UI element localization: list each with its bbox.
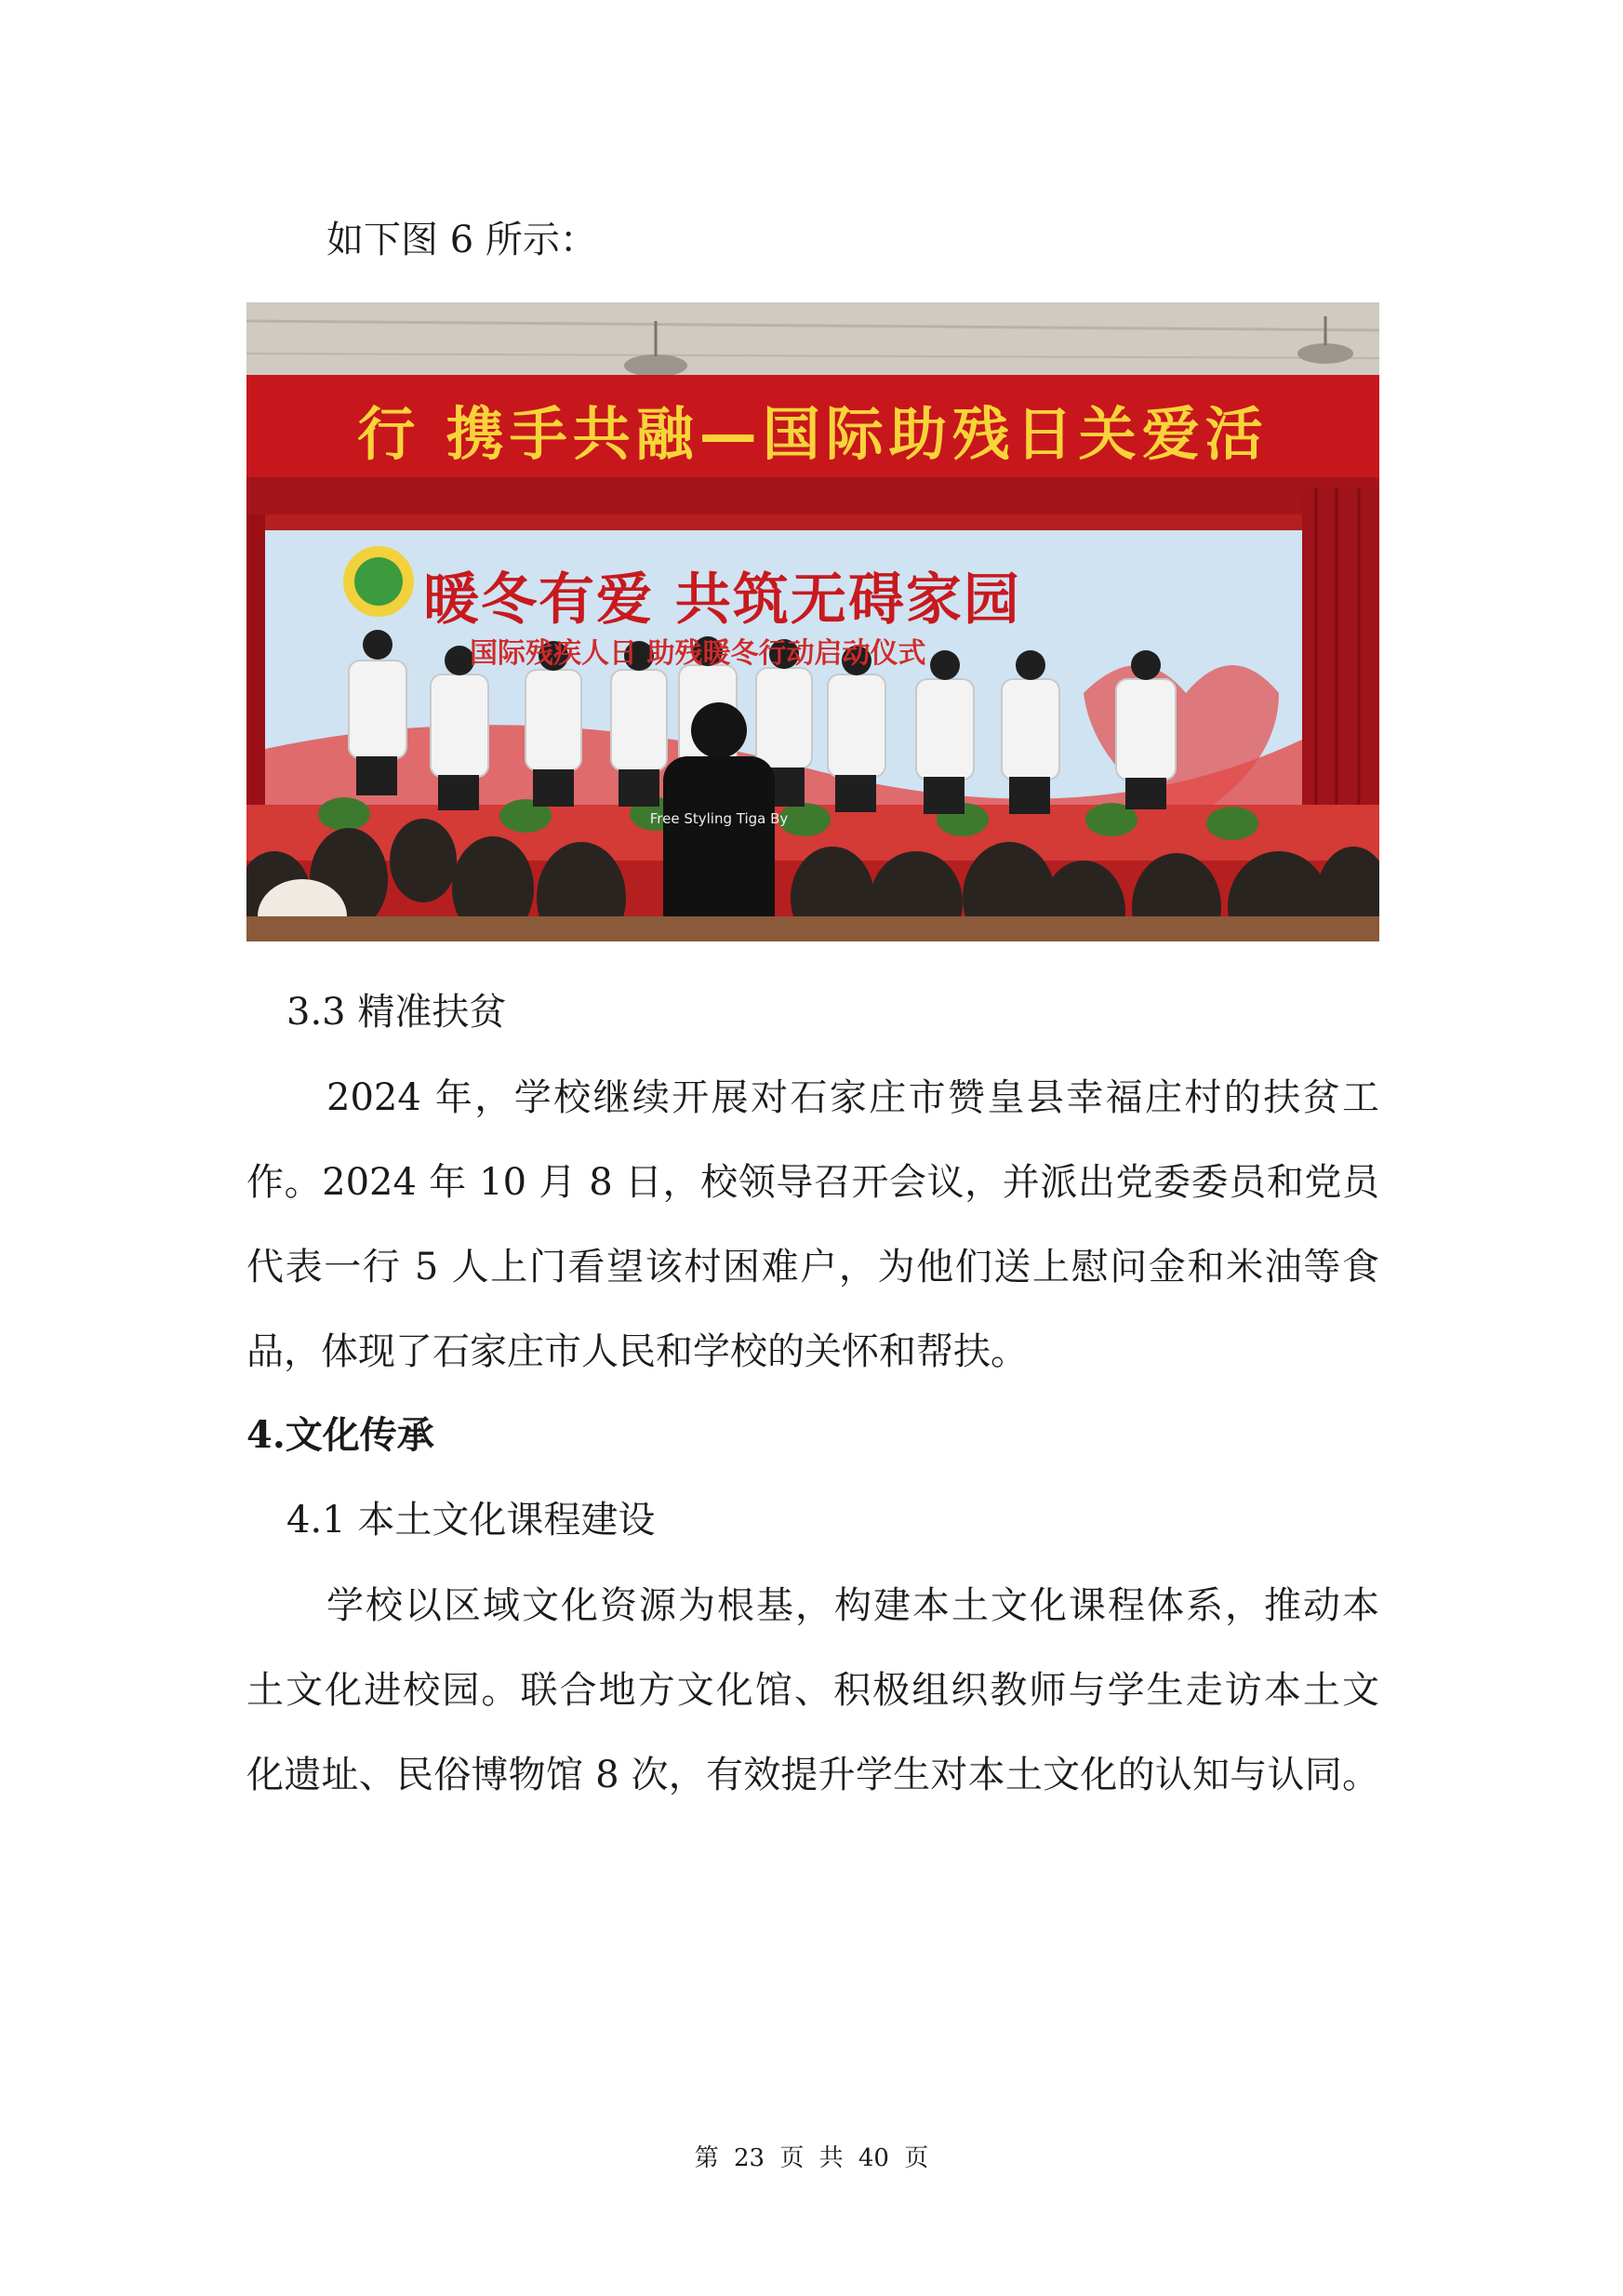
paragraph-line: 品，体现了石家庄市人民和学校的关怀和帮扶。 bbox=[246, 1330, 1028, 1373]
paragraph-line: 代表一行 5 人上门看望该村困难户，为他们送上慰问金和米油等食 bbox=[246, 1246, 1379, 1288]
paragraph-line: 化遗址、民俗博物馆 8 次，有效提升学生对本土文化的认知与认同。 bbox=[246, 1754, 1379, 1796]
paragraph-line: 2024 年，学校继续开展对石家庄市赞皇县幸福庄村的扶贫工 bbox=[326, 1076, 1379, 1119]
paragraph-line: 学校以区域文化资源为根基，构建本土文化课程体系，推动本 bbox=[326, 1584, 1379, 1627]
shirt-text: Free Styling Tiga By bbox=[649, 810, 789, 827]
section-3-3-heading: 3.3 精准扶贫 bbox=[286, 991, 507, 1034]
paragraph-line: 作。2024 年 10 月 8 日，校领导召开会议，并派出党委委员和党员 bbox=[246, 1161, 1379, 1204]
section-4-heading: 4.文化传承 bbox=[246, 1413, 434, 1457]
photo-backdrop-title: 暖冬有爱 共筑无碍家园 bbox=[423, 567, 1021, 633]
section-4-1-heading: 4.1 本土文化课程建设 bbox=[286, 1499, 656, 1542]
intro-text: 如下图 6 所示： bbox=[326, 219, 597, 261]
photo-banner-text: 行 携手共融—国际助残日关爱活 bbox=[357, 400, 1269, 468]
photo-backdrop-subtitle: 国际残疾人日 助残暖冬行动启动仪式 bbox=[470, 637, 926, 670]
paragraph-line: 土文化进校园。联合地方文化馆、积极组织教师与学生走访本土文 bbox=[246, 1669, 1379, 1712]
page-number: 第 23 页 共 40 页 bbox=[694, 2144, 929, 2172]
event-photo bbox=[246, 302, 1379, 941]
